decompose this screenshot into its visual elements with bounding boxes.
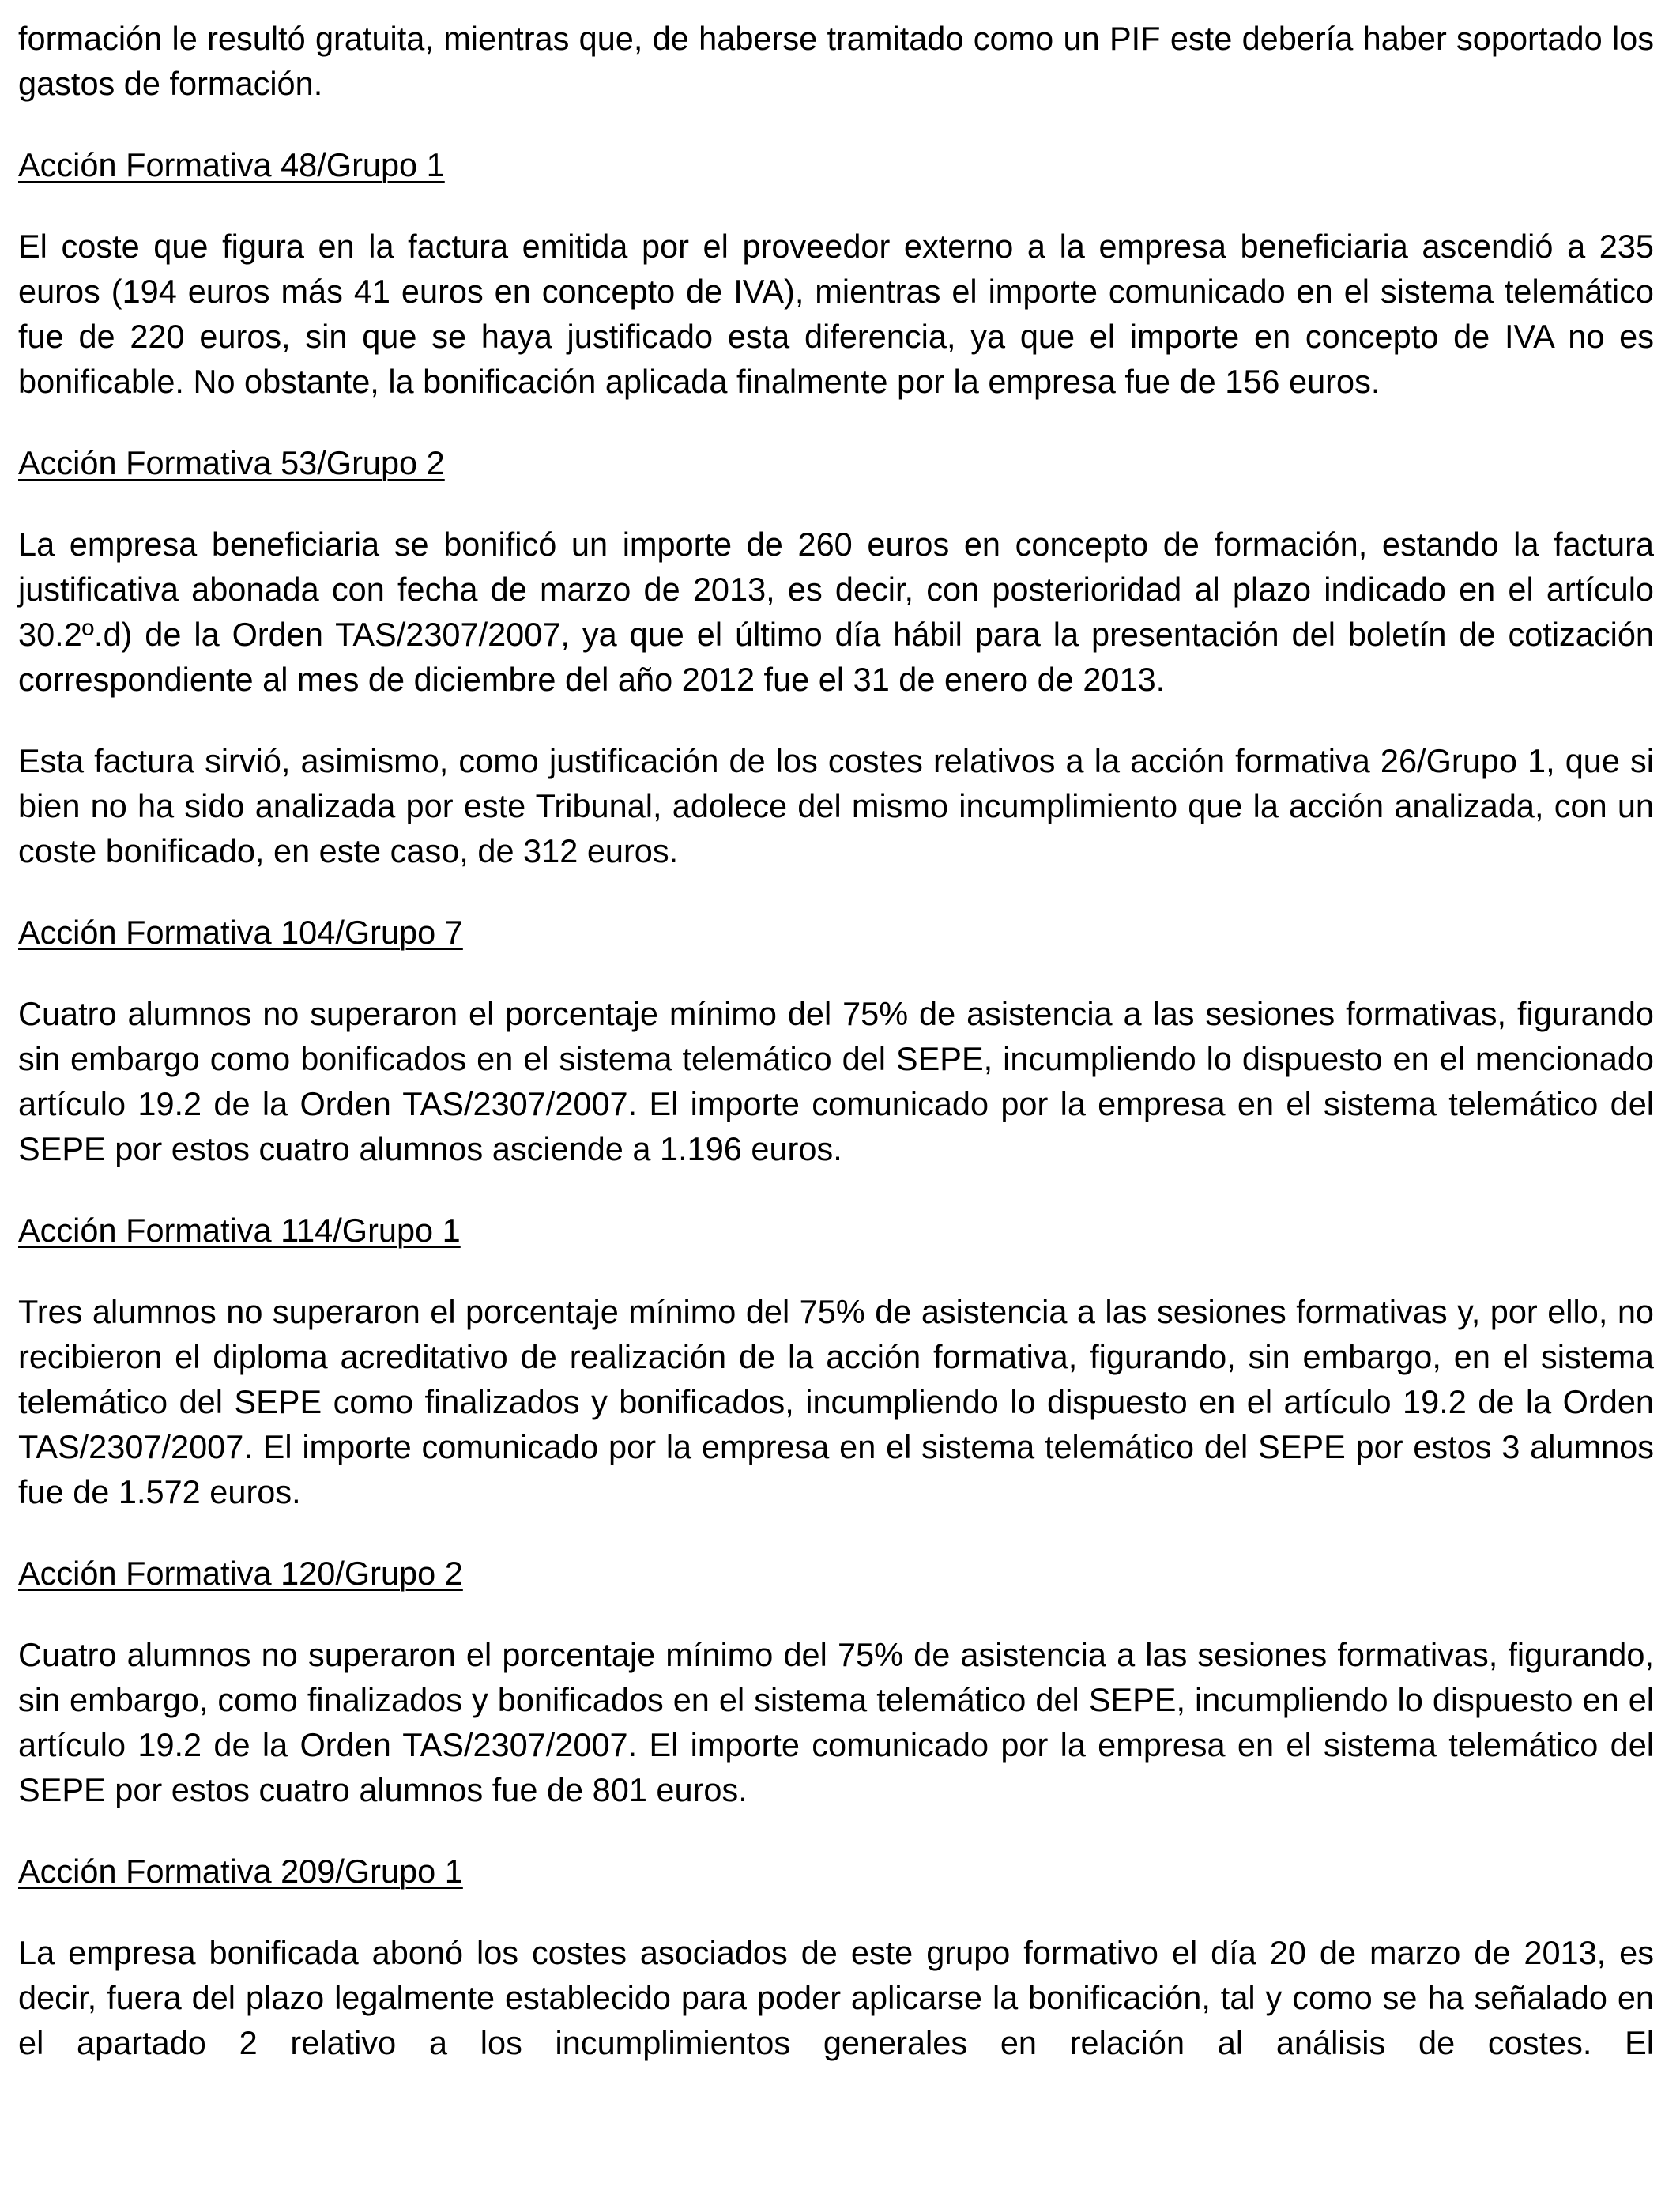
section-heading: Acción Formativa 114/Grupo 1 bbox=[18, 1212, 461, 1249]
section-heading: Acción Formativa 209/Grupo 1 bbox=[18, 1853, 463, 1890]
section-paragraph: Esta factura sirvió, asimismo, como justificación de los costes relativos a la acción formativa 26/Grupo 1, que si bien no ha sido analizada por este Tribunal, adolece del mismo incumplimiento que la acción analizada, con un coste bonificado, en este caso, de 312 euros. bbox=[18, 742, 1654, 869]
section-paragraph: Tres alumnos no superaron el porcentaje mínimo del 75% de asistencia a las sesiones formativas y, por ello, no recibieron el diploma acreditativo de realización de la acción formativa, figurando, sin embargo, en el sistema telemático del SEPE como finalizados y bonificados, incumpliendo lo dispuesto en el artículo 19.2 de la Orden TAS/2307/2007. El importe comunicado por la empresa en el sistema telemático del SEPE por estos 3 alumnos fue de 1.572 euros. bbox=[18, 1293, 1654, 1510]
document-page bbox=[18, 16, 1654, 2065]
section-paragraph: El coste que figura en la factura emitida por el proveedor externo a la empresa beneficiaria ascendió a 235 euros (194 euros más 41 euros en concepto de IVA), mientras el importe comunicado en el sistema telemático fue de 220 euros, sin que se haya justificado esta diferencia, ya que el importe en concepto de IVA no es bonificable. No obstante, la bonificación aplicada finalmente por la empresa fue de 156 euros. bbox=[18, 228, 1654, 400]
section-heading: Acción Formativa 104/Grupo 7 bbox=[18, 914, 463, 951]
section-heading: Acción Formativa 53/Grupo 2 bbox=[18, 444, 445, 481]
section-paragraph: La empresa bonificada abonó los costes asociados de este grupo formativo el día 20 de marzo de 2013, es decir, fuera del plazo legalmente establecido para poder aplicarse la bonificación, tal y como se ha señalado en el apartado 2 relativo a los incumplimientos generales en relación al análisis de costes. El bbox=[18, 1934, 1654, 2061]
section-heading: Acción Formativa 120/Grupo 2 bbox=[18, 1555, 463, 1592]
section-paragraph: La empresa beneficiaria se bonificó un importe de 260 euros en concepto de formación, estando la factura justificativa abonada con fecha de marzo de 2013, es decir, con posterioridad al plazo indicado en el artículo 30.2º.d) de la Orden TAS/2307/2007, ya que el último día hábil para la presentación del boletín de cotización correspondiente al mes de diciembre del año 2012 fue el 31 de enero de 2013. bbox=[18, 526, 1654, 698]
section-paragraph: Cuatro alumnos no superaron el porcentaje mínimo del 75% de asistencia a las sesiones formativas, figurando, sin embargo, como finalizados y bonificados en el sistema telemático del SEPE, incumpliendo lo dispuesto en el artículo 19.2 de la Orden TAS/2307/2007. El importe comunicado por la empresa en el sistema telemático del SEPE por estos cuatro alumnos fue de 801 euros. bbox=[18, 1636, 1654, 1808]
section-paragraph: Cuatro alumnos no superaron el porcentaje mínimo del 75% de asistencia a las sesiones formativas, figurando sin embargo como bonificados en el sistema telemático del SEPE, incumpliendo lo dispuesto en el mencionado artículo 19.2 de la Orden TAS/2307/2007. El importe comunicado por la empresa en el sistema telemático del SEPE por estos cuatro alumnos asciende a 1.196 euros. bbox=[18, 995, 1654, 1167]
intro-paragraph: formación le resultó gratuita, mientras que, de haberse tramitado como un PIF este debería haber soportado los gastos de formación. bbox=[18, 20, 1654, 102]
section-heading: Acción Formativa 48/Grupo 1 bbox=[18, 146, 445, 183]
